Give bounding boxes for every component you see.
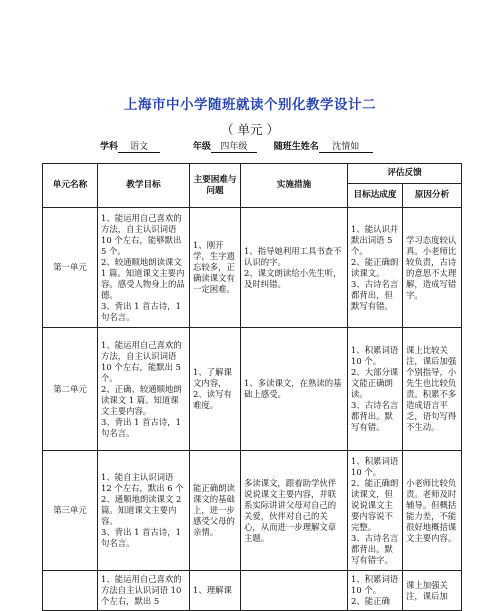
teaching-plan-table	[42, 163, 462, 611]
subject-value: 语文	[118, 139, 160, 153]
measure-cell: 多读课文，跟着助学伙伴说说课文主要内容，并联系实际讲讲父母对自己的关爱，伙伴对自己的关心，从而进一步理解文章主题。	[241, 451, 348, 571]
header-unit-name: 单元名称	[43, 164, 98, 208]
meta-line	[100, 139, 373, 153]
subject-label: 学科	[100, 142, 119, 152]
header-reason-analysis: 原因分析	[403, 184, 462, 208]
reason-cell: 课上比较关注，课后加强个别指导，小先生也比较负责。积累不多造成语言平乏，语句写得不生动。	[403, 328, 462, 451]
difficulty-cell: 1、刚开学，生字遗忘较多，正确读课文有一定困难。	[190, 208, 241, 328]
difficulty-cell: 1、了解课文内容， 2、读写有难度。	[190, 328, 241, 451]
header-target-achievement: 目标达成度	[348, 184, 403, 208]
table-row	[43, 451, 462, 571]
goal-cell: 1、能运用自己喜欢的方法，自主认识词语 10 个左右，能默出 5 个。 2、正确、较通顺地朗读课文 1 篇。知道课文主要内容。 3、背出 1 首古诗，1 句名言。	[98, 328, 190, 451]
target-cell: 1、积累词语 10 个。 2、能正确	[348, 571, 403, 611]
target-cell: 1、积累词语 10 个。 2、能正确朗读课文，但说说课文主要内容说不完整。 3、古诗名言都背出。默写有错字。	[348, 451, 403, 571]
unit-name-cell: 第一单元	[43, 208, 98, 328]
goal-cell: 1、能自主认识词语 12 个左右，默出 6 个 2、通顺地朗读课文 2 篇。知道课文主要内容。 3、背出 1 首古诗，1 句名言。	[98, 451, 190, 571]
grade-label: 年级	[192, 142, 211, 152]
student-name-label: 随班生姓名	[273, 142, 319, 152]
goal-cell: 1、能运用自己喜欢的方法自主认识词语 10 个左右，默出 5	[98, 571, 190, 611]
header-difficulty: 主要困难与问题	[190, 164, 241, 208]
unit-name-cell: 第二单元	[43, 328, 98, 451]
grade-value: 四年级	[211, 139, 257, 153]
target-cell: 1、积累词语 10 个。 2、大部分课文能正确朗读。 3、古诗名言都背出。默写有错。	[348, 328, 403, 451]
difficulty-cell: 1、理解课	[190, 571, 241, 611]
unit-name-cell: 第三单元	[43, 451, 98, 571]
reason-cell: 小老师比较负责。老师及时辅导。但概括能力差，不能很好地概括课文主要内容。	[403, 451, 462, 571]
unit-name-cell	[43, 571, 98, 611]
header-teaching-goal: 教学目标	[98, 164, 190, 208]
difficulty-cell: 能正确朗读课文的基础上，进一步感受父母的亲情。	[190, 451, 241, 571]
measure-cell: 1、指导她利用工具书查不认识的字。 2、课文朗读给小先生听，及时纠错。	[241, 208, 348, 328]
goal-cell: 1、能运用自己喜欢的方法，自主认识词语 10 个左右，能够默出 5 个。 2、较通顺地朗读课文 1 篇。知道课文主要内容。感受人物身上的品德。 3、背出 1 首古诗，1 句名言。	[98, 208, 190, 328]
reason-cell: 学习态度较认真。小老师比较负责，古诗的意思不太理解，造成写错字。	[403, 208, 462, 328]
header-measures: 实施措施	[241, 164, 348, 208]
table-row	[43, 571, 462, 611]
header-feedback: 评估反馈	[348, 164, 462, 184]
target-cell: 1、能认识并默出词语 5 个。 2、能正确朗读课文。 3、古诗名言都背出，但默写有错。	[348, 208, 403, 328]
document-subtitle: （ 单元 ）	[221, 122, 279, 137]
table-row	[43, 328, 462, 451]
reason-cell: 课上加强关注，课后加	[403, 571, 462, 611]
table-row	[43, 208, 462, 328]
measure-cell	[241, 571, 348, 611]
measure-cell: 1、多读课文，在熟读的基础上感受。	[241, 328, 348, 451]
student-name-value: 沈情如	[319, 139, 373, 153]
document-title: 上海市中小学随班就读个别化教学设计二	[124, 97, 376, 113]
